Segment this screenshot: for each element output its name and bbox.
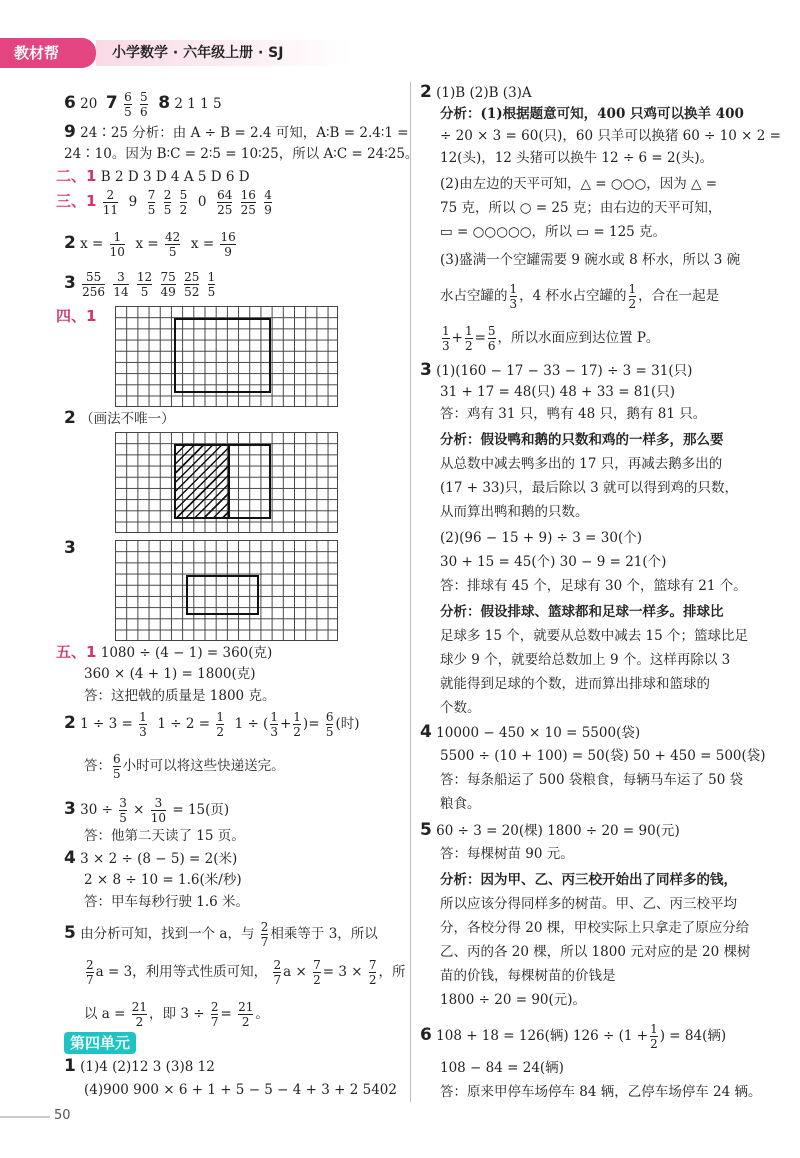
r-q5-l7: 苗的价钱，每棵树苗的价钱是 — [440, 968, 616, 984]
section-5-q1: 五、1 1080 ÷ (4 − 1) = 360(克) — [56, 643, 273, 661]
section-5-q2: 2 1 ÷ 3 = $\frac{1}{3}$ 1 ÷ 2 = $\frac{1}{2}$ 1 ÷ ( $\frac{1}{3}$ + $\frac{1}{2}$ )= $\frac{6}{5}$ (时) — [64, 710, 360, 739]
r-q4-l4: 粮食。 — [440, 796, 481, 812]
r-q3-l11: 分析：假设排球、篮球都和足球一样多。排球比 — [440, 604, 724, 620]
section-5-q5-line2: $\frac{2}{7}$ a = 3，利用等式性质可知， $\frac{2}{7}$ a × $\frac{7}{2}$ = 3 × $\frac{7}{2}$ ，所 — [86, 958, 406, 987]
r-q2-analysis7: (3)盛满一个空罐需要 9 碗水或 8 杯水，所以 3 碗 — [440, 252, 741, 268]
section-5-q4-answer: 答：甲车每秒行驶 1.6 米。 — [84, 894, 250, 910]
r-q5: 5 60 ÷ 3 = 20(棵) 1800 ÷ 20 = 90(元) — [420, 820, 680, 840]
r-q3-l7: 从而算出鸭和鹅的只数。 — [440, 504, 589, 520]
r-q5-l4: 所以应该分得同样多的树苗。甲、乙、丙三校平均 — [440, 896, 737, 912]
section-5-q1-answer: 答：这把戟的质量是 1800 克。 — [84, 688, 276, 704]
section-5-q4-line2: 2 × 8 ÷ 10 = 1.6(米/秒) — [84, 872, 242, 888]
r-q4: 4 10000 − 450 × 10 = 5500(袋) — [420, 722, 641, 742]
r-q3-l9: 30 + 15 = 45(个) 30 − 9 = 21(个) — [440, 554, 667, 570]
r-q5-l3: 分析：因为甲、乙、丙三校开始出了同样多的钱， — [440, 872, 737, 888]
r-q5-l8: 1800 ÷ 20 = 90(元)。 — [440, 992, 587, 1008]
r-q2-analysis3: 12(头)，12 头猪可以换牛 12 ÷ 6 = 2(头)。 — [440, 150, 714, 166]
brand-badge: 教材帮 — [0, 38, 96, 68]
grid-3-label: 3 — [64, 538, 76, 558]
section-5-q1-line2: 360 × (4 + 1) = 1800(克) — [84, 666, 256, 682]
section-3-q1: 三、1 $\frac{2}{11}$ 9 $\frac{7}{5}$ $\frac{2}{5}$ $\frac{5}{2}$ 0 $\frac{64}{25}$ $\frac{16}{25}$ $\frac{4}{9}$ — [56, 188, 272, 217]
r-q4-l3: 答：每条船运了 500 袋粮食，每辆马车运了 50 袋 — [440, 772, 744, 788]
answer-9: 9 24∶25 分析：由 A ÷ B = 2.4 可知，A∶B = 2.4∶1 = — [64, 122, 409, 142]
r-q3-l2: 31 + 17 = 48(只) 48 + 33 = 81(只) — [440, 384, 676, 400]
r-q2-analysis8: 水占空罐的 $\frac{1}{3}$ ，4 杯水占空罐的 $\frac{1}{2}$ ，合在一起是 — [440, 282, 720, 311]
r-q3-l5: 从总数中减去鸭多出的 17 只，再减去鹅多出的 — [440, 456, 723, 472]
unit4-q1: 1 (1)4 (2)12 3 (3)8 12 — [64, 1056, 215, 1076]
r-q6-l2: 108 − 84 = 24(辆) — [440, 1060, 564, 1076]
answer-6-8: 6 20 7 $\frac{6}{5}$ $\frac{5}{6}$ 8 2 1 1 5 — [64, 90, 222, 119]
r-q2-analysis9: $\frac{1}{3}$ + $\frac{1}{2}$ = $\frac{5}{6}$ ，所以水面应到达位置 P。 — [442, 324, 660, 353]
unit4-q1-line2: (4)900 900 × 6 + 1 + 5 − 5 − 4 + 3 + 2 5402 — [84, 1082, 397, 1098]
footer-bar — [0, 1116, 50, 1118]
section-3-q2: 2 x = $\frac{1}{10}$ x = $\frac{42}{5}$ x = $\frac{16}{9}$ — [64, 230, 236, 259]
page-number: 50 — [54, 1108, 71, 1123]
grid-1-rectangle — [174, 318, 271, 393]
column-divider — [410, 82, 411, 1102]
grid-2-shaded-area — [174, 444, 230, 519]
grid-3-rectangle — [186, 575, 259, 615]
r-q3-l14: 就能得到足球的个数，进而算出排球和篮球的 — [440, 676, 710, 692]
r-q3-l15: 个数。 — [440, 700, 481, 716]
section-5-q4: 4 3 × 2 ÷ (8 − 5) = 2(米) — [64, 848, 238, 868]
section-4: 四、1 — [56, 307, 97, 325]
section-5-q5: 5 由分析可知，找到一个 a，与 $\frac{2}{7}$ 相乘等于 3，所以 — [64, 920, 378, 949]
r-q2-analysis6: ▭ = ○○○○○，所以 ▭ = 125 克。 — [440, 224, 667, 240]
r-q3-l8: (2)(96 − 15 + 9) ÷ 3 = 30(个) — [440, 530, 642, 546]
r-q5-l6: 乙、丙的各 20 棵，所以 1800 元对应的是 20 棵树 — [440, 944, 751, 960]
book-title: 小学数学 · 六年级上册 · SJ — [96, 40, 352, 66]
r-q3-l3: 答：鸡有 31 只，鸭有 48 只，鹅有 81 只。 — [440, 406, 707, 422]
r-q5-l5: 分，各校分得 20 棵，甲校实际上只拿走了原应分给 — [440, 920, 750, 936]
r-q2-analysis2: ÷ 20 × 3 = 60(只)，60 只羊可以换猪 60 ÷ 10 × 2 = — [440, 128, 781, 144]
r-q2-analysis5: 75 克，所以 ○ = 25 克；由右边的天平可知， — [440, 200, 722, 216]
r-q3: 3 (1)(160 − 17 − 33 − 17) ÷ 3 = 31(只) — [420, 360, 693, 380]
r-q2-analysis4: (2)由左边的天平可知，△ = ○○○，因为 △ = — [440, 176, 718, 192]
section-5-q2-answer: 答： $\frac{6}{5}$ 小时可以将这些快递送完。 — [84, 752, 285, 781]
section-3-q3: 3 $\frac{55}{256}$ $\frac{3}{14}$ $\frac{12}{5}$ $\frac{75}{49}$ $\frac{25}{52}$ $\frac{1}{5}$ — [64, 270, 216, 299]
section-5-q5-line3: 以 a = $\frac{21}{2}$ ，即 3 ÷ $\frac{2}{7}$ = $\frac{21}{2}$ 。 — [84, 1000, 269, 1029]
r-q3-l4: 分析：假设鸭和鹅的只数和鸡的一样多，那么要 — [440, 432, 724, 448]
section-2: 二、1 B 2 D 3 D 4 A 5 D 6 D — [56, 167, 250, 185]
section-5-q3-answer: 答：他第二天读了 15 页。 — [84, 828, 245, 844]
r-q3-l13: 球少 9 个，就要给总数加上 9 个。这样再除以 3 — [440, 652, 731, 668]
r-q5-l2: 答：每棵树苗 90 元。 — [440, 846, 574, 862]
r-q3-l10: 答：排球有 45 个，足球有 30 个，篮球有 21 个。 — [440, 578, 747, 594]
section-5-q3: 3 30 ÷ $\frac{3}{5}$ × $\frac{3}{10}$ = 15(页) — [64, 796, 230, 825]
r-q6-l3: 答：原来甲停车场停车 84 辆，乙停车场停车 24 辆。 — [440, 1084, 762, 1100]
grid-2-label: 2 （画法不唯一） — [64, 408, 175, 428]
page-header — [0, 38, 800, 72]
answer-9-cont: 24∶10。因为 B∶C = 2∶5 = 10∶25，所以 A∶C = 24∶25。 — [64, 146, 419, 162]
r-q3-l6: (17 + 33)只，最后除以 3 就可以得到鸡的只数， — [440, 480, 738, 496]
r-q2-analysis1: 分析：(1)根据题意可知，400 只鸡可以换羊 400 — [440, 106, 744, 122]
r-q4-l2: 5500 ÷ (10 + 100) = 50(袋) 50 + 450 = 500(袋) — [440, 748, 766, 764]
r-q2: 2 (1)B (2)B (3)A — [420, 82, 532, 102]
unit-4-heading: 第四单元 — [64, 1032, 136, 1054]
r-q3-l12: 足球多 15 个，就要从总数中减去 15 个；篮球比足 — [440, 628, 749, 644]
r-q6: 6 108 + 18 = 126(辆) 126 ÷ (1 + $\frac{1}{2}$ ) = 84(辆) — [420, 1022, 727, 1051]
